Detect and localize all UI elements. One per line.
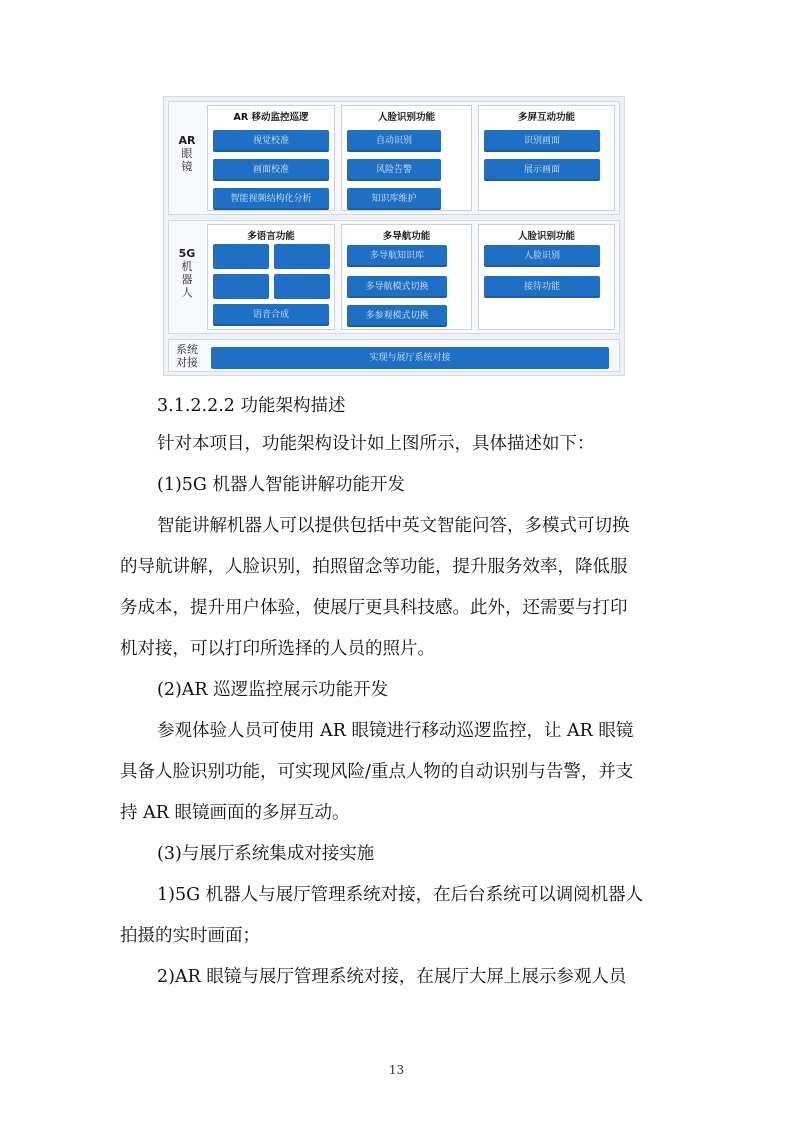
paragraph-line: 1)5G 机器人与展厅管理系统对接，在后台系统可以调阅机器人 bbox=[157, 885, 644, 905]
item-nav-mode-switch: 多导航模式切换 bbox=[347, 276, 447, 298]
panel-navigation bbox=[341, 224, 472, 330]
panel-ar-patrol bbox=[207, 105, 335, 211]
subsection-3-title: (3)与展厅系统集成对接实施 bbox=[157, 844, 375, 864]
item-visit-mode-switch: 多参观模式切换 bbox=[347, 305, 447, 327]
panel-title: AR 移动监控巡逻 bbox=[233, 112, 309, 123]
item-image-calibration: 画面校准 bbox=[213, 159, 329, 181]
paragraph-line: 智能讲解机器人可以提供包括中英文智能问答，多模式可切换 bbox=[157, 516, 630, 536]
paragraph-line: 拍摄的实时画面； bbox=[120, 926, 260, 946]
panel-title: 人脸识别功能 bbox=[377, 112, 435, 123]
paragraph-line: 持 AR 眼镜画面的多屏互动。 bbox=[120, 803, 350, 823]
panel-title: 人脸识别功能 bbox=[517, 231, 575, 242]
item-recognition-view: 识别画面 bbox=[484, 130, 600, 152]
paragraph-line: 参观体验人员可使用 AR 眼镜进行移动巡逻监控，让 AR 眼镜 bbox=[157, 721, 634, 741]
page-number: 13 bbox=[388, 1063, 405, 1077]
item-reception: 接待功能 bbox=[484, 276, 600, 298]
item-system-integration: 实现与展厅系统对接 bbox=[211, 347, 609, 369]
paragraph-line: 务成本，提升用户体验，使展厅更具科技感。此外，还需要与打印 bbox=[120, 598, 628, 618]
panel-multilanguage bbox=[207, 224, 335, 330]
language-block-4 bbox=[274, 274, 330, 299]
item-speech-synthesis: 语音合成 bbox=[213, 304, 329, 326]
item-face-recognition: 人脸识别 bbox=[484, 245, 600, 267]
language-block-1 bbox=[213, 244, 269, 269]
item-nav-knowledge: 多导航知识库 bbox=[347, 245, 447, 267]
row-label-ar: AR 眼 镜 bbox=[178, 134, 196, 173]
row-label-system: 系统 对接 bbox=[176, 343, 198, 369]
subsection-2-title: (2)AR 巡逻监控展示功能开发 bbox=[157, 680, 389, 700]
paragraph-line: 具备人脸识别功能，可实现风险/重点人物的自动识别与告警，并支 bbox=[120, 762, 634, 782]
row-ar-glasses bbox=[168, 101, 620, 215]
language-block-2 bbox=[274, 244, 330, 269]
subsection-1-title: (1)5G 机器人智能讲解功能开发 bbox=[157, 475, 405, 495]
section-heading: 3.1.2.2.2 功能架构描述 bbox=[157, 396, 346, 416]
item-visual-calibration: 视觉校准 bbox=[213, 130, 329, 152]
row-5g-robot bbox=[168, 220, 620, 334]
paragraph-line: 的导航讲解，人脸识别，拍照留念等功能，提升服务效率，降低服 bbox=[120, 557, 628, 577]
intro-paragraph: 针对本项目，功能架构设计如上图所示，具体描述如下： bbox=[157, 434, 595, 454]
architecture-diagram bbox=[163, 96, 625, 376]
item-auto-recognition: 自动识别 bbox=[347, 130, 441, 152]
item-knowledge-base: 知识库维护 bbox=[347, 188, 441, 210]
panel-title: 多屏互动功能 bbox=[517, 112, 575, 123]
panel-title: 多导航功能 bbox=[382, 231, 431, 242]
panel-face-recognition-ar bbox=[341, 105, 472, 211]
row-label-5g: 5G 机 器 人 bbox=[178, 247, 196, 299]
panel-title: 多语言功能 bbox=[247, 231, 295, 242]
paragraph-line: 2)AR 眼镜与展厅管理系统对接，在展厅大屏上展示参观人员 bbox=[157, 967, 627, 987]
panel-face-recognition-robot bbox=[478, 224, 615, 330]
row-system-integration bbox=[168, 339, 620, 372]
item-display-view: 展示画面 bbox=[484, 159, 600, 181]
item-video-analysis: 智能视频结构化分析 bbox=[213, 188, 329, 210]
language-block-3 bbox=[213, 274, 269, 299]
panel-multiscreen bbox=[478, 105, 615, 211]
paragraph-line: 机对接，可以打印所选择的人员的照片。 bbox=[120, 639, 435, 659]
item-risk-alert: 风险告警 bbox=[347, 159, 441, 181]
